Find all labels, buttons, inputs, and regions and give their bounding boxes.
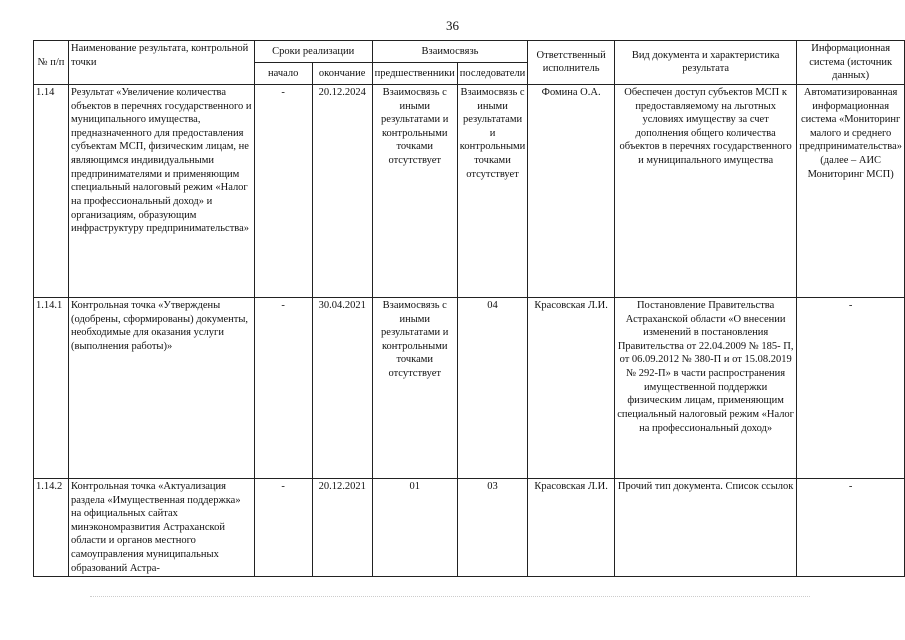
row-doc-type: Прочий тип документа. Список ссылок bbox=[614, 478, 796, 576]
row-num: 1.14.2 bbox=[34, 478, 69, 576]
row-num: 1.14.1 bbox=[34, 297, 69, 478]
header-predecessors: предшественники bbox=[372, 62, 457, 84]
header-link: Взаимосвязь bbox=[372, 41, 528, 63]
scan-artifact-line bbox=[90, 596, 810, 597]
row-responsible: Красовская Л.И. bbox=[528, 297, 615, 478]
row-info-system: Автоматизированная информационная система «Мониторинг малого и среднего предпринимательства» (далее – АИС Мониторинг МСП) bbox=[797, 84, 905, 297]
row-predecessors: Взаимосвязь с иными результатами и контрольными точками отсутствует bbox=[372, 297, 457, 478]
table-row bbox=[34, 84, 905, 297]
header-info-system: Информационная система (источник данных) bbox=[797, 41, 905, 85]
row-start: - bbox=[254, 297, 312, 478]
row-name: Контрольная точка «Утверждены (одобрены, сформированы) документы, необходимые для оказания услуги (выполнения работы)» bbox=[69, 297, 255, 478]
row-successors: Взаимосвязь с иными результатами и контрольными точками отсутствует bbox=[457, 84, 527, 297]
header-name: Наименование результата, контрольной точки bbox=[69, 41, 255, 85]
header-successors: последователи bbox=[457, 62, 527, 84]
row-successors: 04 bbox=[457, 297, 527, 478]
header-end: окончание bbox=[312, 62, 372, 84]
row-start: - bbox=[254, 478, 312, 576]
row-name: Контрольная точка «Актуализация раздела «Имущественная поддержка» на официальных сайтах минэкономразвития Астраханской области и органов местного самоуправления муниципальных образований Астра- bbox=[69, 478, 255, 576]
header-terms: Сроки реализации bbox=[254, 41, 372, 63]
header-doc-type: Вид документа и характеристика результата bbox=[614, 41, 796, 85]
header-row-1 bbox=[34, 41, 905, 63]
row-successors: 03 bbox=[457, 478, 527, 576]
results-table bbox=[33, 40, 905, 577]
table-row bbox=[34, 297, 905, 478]
row-responsible: Фомина О.А. bbox=[528, 84, 615, 297]
row-info-system: - bbox=[797, 478, 905, 576]
row-predecessors: Взаимосвязь с иными результатами и контрольными точками отсутствует bbox=[372, 84, 457, 297]
row-end: 20.12.2021 bbox=[312, 478, 372, 576]
row-name: Результат «Увеличение количества объектов в перечнях государственного и муниципального имущества, предназначенного для предоставления субъектам МСП, физическим лицам, не являющимся индивидуальными предпринимателями и применяющим специальный налоговый режим «Налог на профессиональный доход» и организациям, образующим инфраструктуру предпринимательства» bbox=[69, 84, 255, 297]
row-end: 20.12.2024 bbox=[312, 84, 372, 297]
row-end: 30.04.2021 bbox=[312, 297, 372, 478]
row-doc-type: Обеспечен доступ субъектов МСП к предоставляемому на льготных условиях имуществу за счет дополнения общего количества объектов в перечнях государственного и муниципального имущества bbox=[614, 84, 796, 297]
page-number: 36 bbox=[446, 18, 459, 33]
row-info-system: - bbox=[797, 297, 905, 478]
row-doc-type: Постановление Правительства Астраханской области «О внесении изменений в постановления Правительства от 22.04.2009 № 185- П, от 06.09.2012 № 380-П и от 15.08.2019 № 292-П» в части распространения имущественной поддержки физическим лицам, применяющим специальный налоговый режим «Налог на профессиональный доход» bbox=[614, 297, 796, 478]
row-responsible: Красовская Л.И. bbox=[528, 478, 615, 576]
table-row bbox=[34, 478, 905, 576]
header-responsible: Ответственный исполнитель bbox=[528, 41, 615, 85]
header-num: № п/п bbox=[34, 41, 69, 85]
row-start: - bbox=[254, 84, 312, 297]
row-predecessors: 01 bbox=[372, 478, 457, 576]
header-start: начало bbox=[254, 62, 312, 84]
row-num: 1.14 bbox=[34, 84, 69, 297]
